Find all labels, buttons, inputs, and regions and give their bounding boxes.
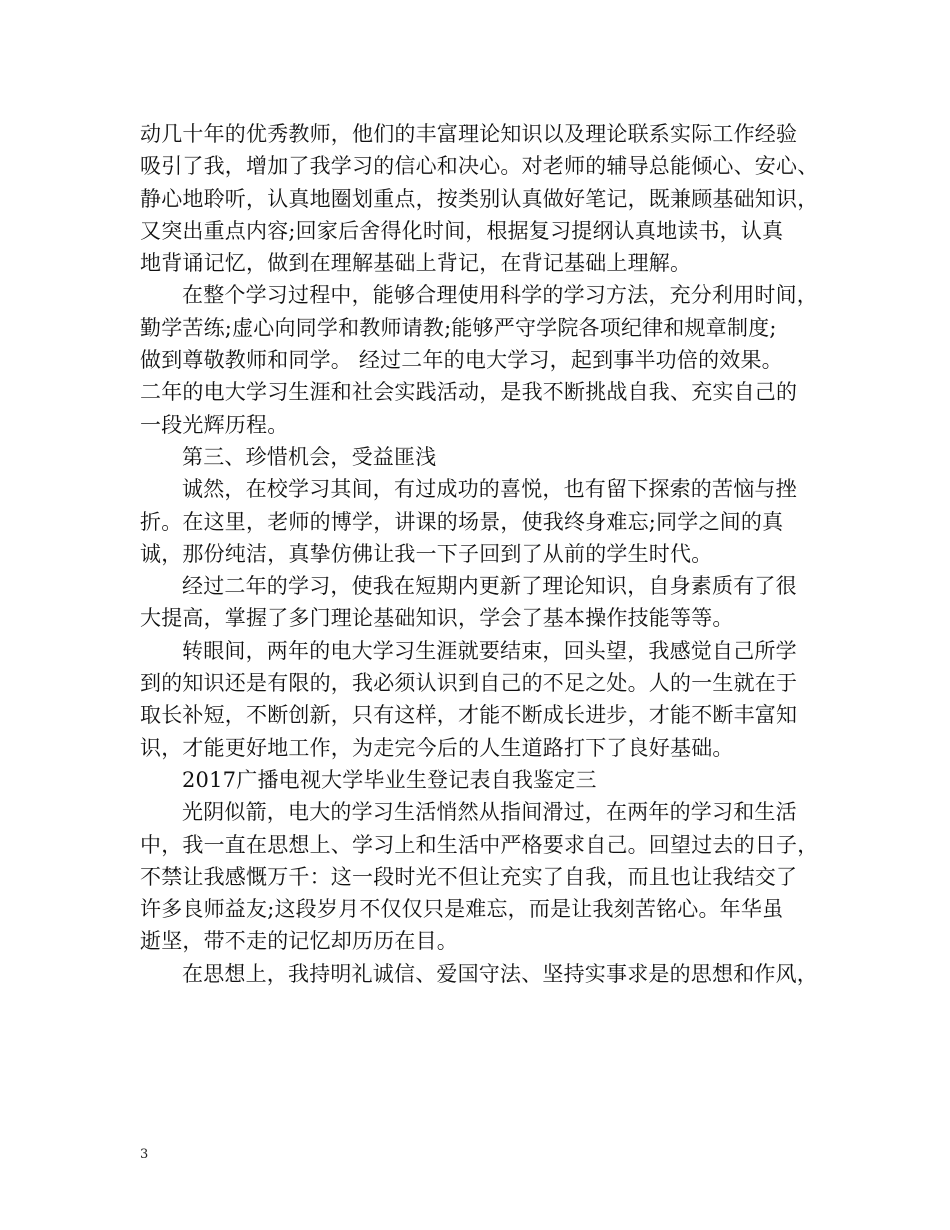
text-line: 大提高，掌握了多门理论基础知识，学会了基本操作技能等等。 — [140, 606, 734, 631]
text-line: 在整个学习过程中，能够合理使用科学的学习方法，充分利用时间， — [182, 283, 818, 308]
text-line: 许多良师益友;这段岁月不仅仅只是难忘，而是让我刻苦铭心。年华虽 — [140, 897, 784, 922]
text-line: 诚然，在校学习其间，有过成功的喜悦，也有留下探索的苦恼与挫 — [182, 477, 797, 502]
text-line: 中，我一直在思想上、学习上和生活中严格要求自己。回望过去的日子， — [140, 832, 819, 857]
text-line: 第三、珍惜机会，受益匪浅 — [182, 444, 437, 469]
text-line: 识，才能更好地工作，为走完今后的人生道路打下了良好基础。 — [140, 735, 734, 760]
text-line: 做到尊敬教师和同学。 经过二年的电大学习，起到事半功倍的效果。 — [140, 348, 783, 373]
text-line: 2017广播电视大学毕业生登记表自我鉴定三 — [182, 767, 597, 792]
text-line: 到的知识还是有限的，我必须认识到自己的不足之处。人的一生就在于 — [140, 671, 798, 696]
text-line: 取长补短，不断创新，只有这样，才能不断成长进步，才能不断丰富知 — [140, 703, 798, 728]
text-line: 转眼间，两年的电大学习生涯就要结束，回头望，我感觉自己所学 — [182, 638, 797, 663]
text-line: 在思想上，我持明礼诚信、爱国守法、坚持实事求是的思想和作风， — [182, 961, 818, 986]
text-line: 光阴似箭，电大的学习生活悄然从指间滑过，在两年的学习和生活 — [182, 800, 797, 825]
text-line: 经过二年的学习，使我在短期内更新了理论知识，自身素质有了很 — [182, 574, 797, 599]
document-body — [140, 118, 830, 990]
text-line: 地背诵记忆，做到在理解基础上背记，在背记基础上理解。 — [140, 251, 692, 276]
text-line: 又突出重点内容;回家后舍得化时间，根据复习提纲认真地读书，认真 — [140, 218, 784, 243]
text-line: 吸引了我，增加了我学习的信心和决心。对老师的辅导总能倾心、安心、 — [140, 154, 819, 179]
text-line: 勤学苦练;虚心向同学和教师请教;能够严守学院各项纪律和规章制度; — [140, 315, 777, 340]
text-line: 动几十年的优秀教师，他们的丰富理论知识以及理论联系实际工作经验 — [140, 122, 798, 146]
text-line: 一段光辉历程。 — [140, 412, 289, 437]
text-line: 不禁让我感慨万千：这一段时光不但让充实了自我，而且也让我结交了 — [140, 864, 798, 889]
text-line: 折。在这里，老师的博学，讲课的场景，使我终身难忘;同学之间的真 — [140, 509, 784, 534]
page-number: 3 — [140, 1147, 149, 1162]
text-line: 诚，那份纯洁，真挚仿佛让我一下子回到了从前的学生时代。 — [140, 541, 713, 566]
text-line: 二年的电大学习生涯和社会实践活动，是我不断挑战自我、充实自己的 — [140, 380, 798, 405]
text-line: 逝坚，带不走的记忆却历历在目。 — [140, 929, 458, 954]
text-line: 静心地聆听，认真地圈划重点，按类别认真做好笔记，既兼顾基础知识， — [140, 186, 819, 211]
